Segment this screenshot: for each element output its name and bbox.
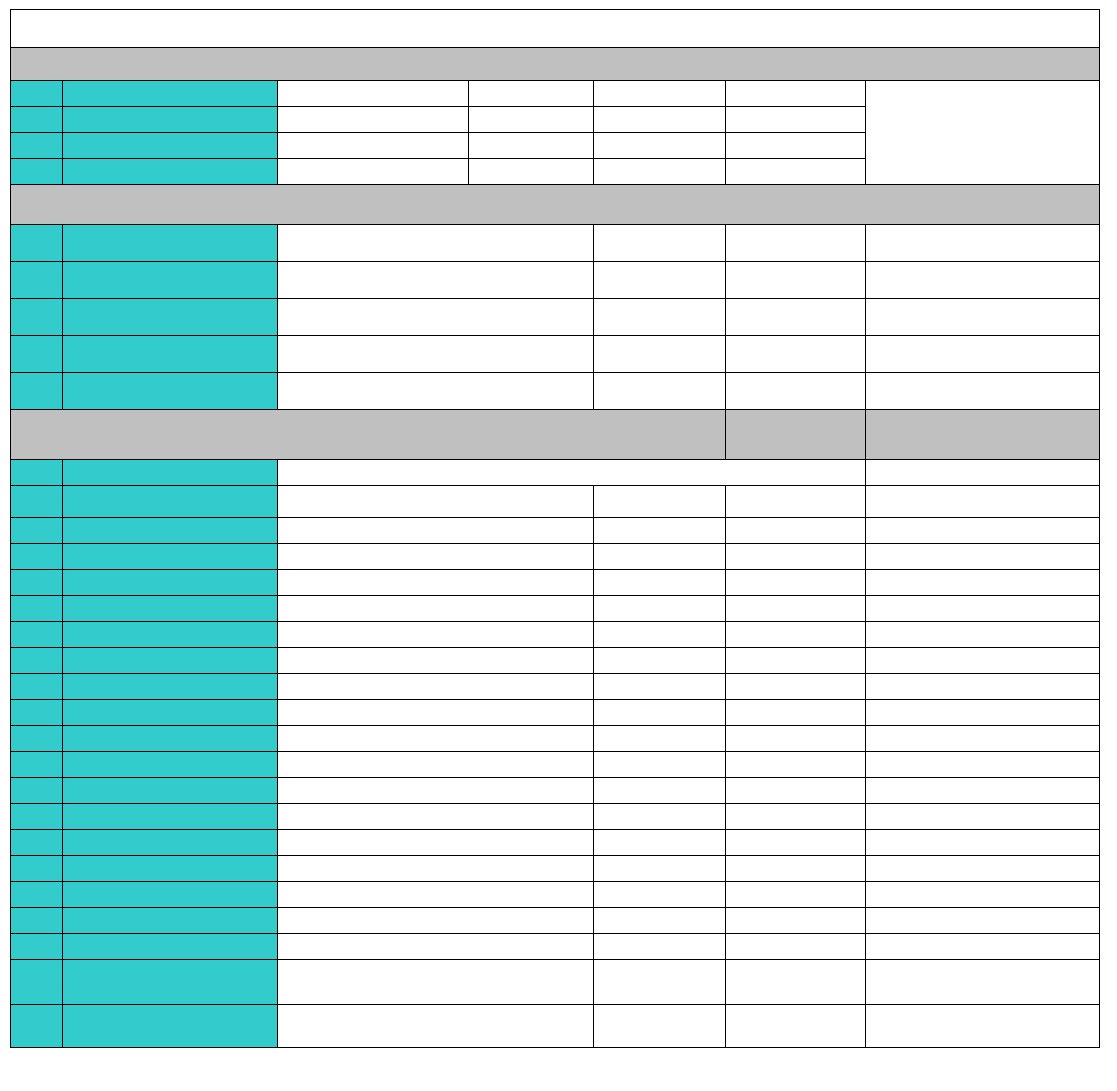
display-row-no bbox=[11, 700, 63, 726]
empty-cell bbox=[594, 486, 726, 518]
empty-cell bbox=[594, 908, 726, 934]
empty-cell bbox=[726, 1005, 866, 1048]
display-row-name bbox=[63, 752, 278, 778]
display-row-value bbox=[278, 460, 866, 486]
empty-cell bbox=[594, 544, 726, 570]
table-row bbox=[11, 804, 1100, 830]
display-row-no bbox=[11, 752, 63, 778]
table-row bbox=[11, 596, 1100, 622]
table-row bbox=[11, 299, 1100, 336]
empty-cell bbox=[866, 726, 1100, 752]
led-row-no bbox=[11, 107, 63, 133]
empty-cell bbox=[726, 299, 866, 336]
display-row-value bbox=[278, 544, 594, 570]
display-row-value bbox=[278, 518, 594, 544]
display-row-value bbox=[278, 726, 594, 752]
empty-cell bbox=[726, 596, 866, 622]
module-row-value bbox=[278, 262, 594, 299]
empty-cell bbox=[594, 960, 726, 1005]
empty-cell bbox=[726, 262, 866, 299]
module-row-name bbox=[63, 225, 278, 262]
empty-cell bbox=[594, 882, 726, 908]
display-row-value bbox=[278, 830, 594, 856]
table-row bbox=[11, 1005, 1100, 1048]
display-row-value bbox=[278, 804, 594, 830]
empty-cell bbox=[594, 225, 726, 262]
display-row-value bbox=[278, 1005, 594, 1048]
empty-cell bbox=[594, 856, 726, 882]
module-row-no bbox=[11, 373, 63, 410]
empty-cell bbox=[866, 674, 1100, 700]
module-row-name bbox=[63, 336, 278, 373]
module-row-no bbox=[11, 262, 63, 299]
empty-cell bbox=[594, 1005, 726, 1048]
empty-cell bbox=[726, 544, 866, 570]
module-row-value bbox=[278, 225, 594, 262]
table-row bbox=[11, 622, 1100, 648]
empty-cell bbox=[726, 373, 866, 410]
display-row-no bbox=[11, 648, 63, 674]
led-header-wavelength bbox=[726, 81, 866, 107]
module-row-value bbox=[278, 336, 594, 373]
empty-cell bbox=[866, 622, 1100, 648]
table-row bbox=[11, 778, 1100, 804]
led-header-color bbox=[63, 81, 278, 107]
empty-cell bbox=[866, 934, 1100, 960]
display-row-value bbox=[278, 934, 594, 960]
empty-cell bbox=[866, 856, 1100, 882]
empty-cell bbox=[726, 726, 866, 752]
module-row-name bbox=[63, 299, 278, 336]
display-row-value bbox=[278, 622, 594, 648]
empty-cell bbox=[866, 460, 1100, 486]
empty-cell bbox=[866, 410, 1100, 460]
empty-cell bbox=[594, 570, 726, 596]
empty-cell bbox=[866, 299, 1100, 336]
empty-cell bbox=[726, 908, 866, 934]
empty-cell bbox=[866, 778, 1100, 804]
led-header-no bbox=[11, 81, 63, 107]
table-row bbox=[11, 570, 1100, 596]
empty-cell bbox=[594, 752, 726, 778]
empty-cell bbox=[594, 648, 726, 674]
table-row bbox=[11, 648, 1100, 674]
display-row-no bbox=[11, 856, 63, 882]
display-row-no bbox=[11, 486, 63, 518]
led-row-no bbox=[11, 133, 63, 159]
empty-cell bbox=[726, 674, 866, 700]
display-row-name bbox=[63, 622, 278, 648]
display-row-value bbox=[278, 908, 594, 934]
display-row-no bbox=[11, 570, 63, 596]
display-row-no bbox=[11, 518, 63, 544]
display-row-name bbox=[63, 596, 278, 622]
led-row-brightness bbox=[469, 107, 594, 133]
table-row bbox=[11, 225, 1100, 262]
display-row-name bbox=[63, 460, 278, 486]
module-row-no bbox=[11, 336, 63, 373]
empty-cell bbox=[594, 622, 726, 648]
display-row-no bbox=[11, 726, 63, 752]
table-row bbox=[11, 934, 1100, 960]
empty-cell bbox=[726, 700, 866, 726]
led-row-brightness bbox=[469, 133, 594, 159]
table-row bbox=[11, 373, 1100, 410]
display-row-name bbox=[63, 934, 278, 960]
display-row-name bbox=[63, 726, 278, 752]
display-row-value bbox=[278, 960, 594, 1005]
display-row-name bbox=[63, 648, 278, 674]
display-row-no bbox=[11, 1005, 63, 1048]
display-row-no bbox=[11, 460, 63, 486]
display-row-no bbox=[11, 882, 63, 908]
display-row-name bbox=[63, 830, 278, 856]
led-row-brightness bbox=[469, 159, 594, 185]
display-row-value bbox=[278, 674, 594, 700]
display-row-value bbox=[278, 596, 594, 622]
led-row-model bbox=[278, 159, 469, 185]
empty-cell bbox=[866, 570, 1100, 596]
display-row-name bbox=[63, 804, 278, 830]
display-row-no bbox=[11, 960, 63, 1005]
display-row-name bbox=[63, 856, 278, 882]
empty-cell bbox=[866, 648, 1100, 674]
led-row-model bbox=[278, 107, 469, 133]
module-row-value bbox=[278, 373, 594, 410]
empty-cell bbox=[594, 830, 726, 856]
empty-cell bbox=[594, 804, 726, 830]
empty-cell bbox=[866, 882, 1100, 908]
led-header-brightness bbox=[469, 81, 594, 107]
empty-cell bbox=[866, 752, 1100, 778]
empty-cell bbox=[866, 373, 1100, 410]
empty-cell bbox=[726, 570, 866, 596]
empty-cell bbox=[726, 934, 866, 960]
module-row-name bbox=[63, 262, 278, 299]
led-header-model bbox=[278, 81, 469, 107]
empty-cell bbox=[726, 960, 866, 1005]
empty-cell bbox=[594, 700, 726, 726]
empty-cell bbox=[594, 262, 726, 299]
empty-cell bbox=[866, 225, 1100, 262]
display-row-value bbox=[278, 486, 594, 518]
table-row bbox=[11, 544, 1100, 570]
display-row-name bbox=[63, 1005, 278, 1048]
empty-cell bbox=[594, 726, 726, 752]
table-row bbox=[11, 908, 1100, 934]
empty-cell bbox=[594, 336, 726, 373]
empty-cell bbox=[726, 518, 866, 544]
empty-cell bbox=[866, 700, 1100, 726]
table-row bbox=[11, 262, 1100, 299]
table-row bbox=[11, 518, 1100, 544]
empty-cell bbox=[594, 674, 726, 700]
display-row-name bbox=[63, 674, 278, 700]
display-row-name bbox=[63, 486, 278, 518]
led-row-wavelength bbox=[726, 133, 866, 159]
led-section-title bbox=[11, 48, 1100, 81]
display-row-name bbox=[63, 908, 278, 934]
module-section-title bbox=[11, 185, 1100, 225]
empty-cell bbox=[726, 336, 866, 373]
led-row-model bbox=[278, 133, 469, 159]
empty-cell bbox=[594, 299, 726, 336]
table-row bbox=[11, 856, 1100, 882]
table-row bbox=[11, 460, 1100, 486]
display-row-name bbox=[63, 570, 278, 596]
display-row-no bbox=[11, 804, 63, 830]
empty-cell bbox=[726, 856, 866, 882]
display-row-name bbox=[63, 700, 278, 726]
empty-cell bbox=[726, 648, 866, 674]
display-row-value bbox=[278, 648, 594, 674]
table-row bbox=[11, 486, 1100, 518]
empty-cell bbox=[866, 830, 1100, 856]
led-row-color bbox=[63, 159, 278, 185]
led-row-no bbox=[11, 159, 63, 185]
empty-cell bbox=[594, 934, 726, 960]
display-row-name bbox=[63, 778, 278, 804]
empty-cell bbox=[866, 908, 1100, 934]
led-header-angle bbox=[594, 81, 726, 107]
empty-cell bbox=[866, 518, 1100, 544]
led-note bbox=[866, 81, 1100, 185]
display-section-title bbox=[11, 410, 726, 460]
table-row bbox=[11, 960, 1100, 1005]
table-row bbox=[11, 674, 1100, 700]
display-row-name bbox=[63, 518, 278, 544]
module-row-name bbox=[63, 373, 278, 410]
empty-cell bbox=[726, 778, 866, 804]
display-row-no bbox=[11, 596, 63, 622]
empty-cell bbox=[866, 596, 1100, 622]
led-row-angle bbox=[594, 133, 726, 159]
empty-cell bbox=[726, 410, 866, 460]
display-row-value bbox=[278, 778, 594, 804]
display-row-name bbox=[63, 882, 278, 908]
led-row-color bbox=[63, 107, 278, 133]
empty-cell bbox=[594, 596, 726, 622]
display-row-value bbox=[278, 570, 594, 596]
empty-cell bbox=[866, 336, 1100, 373]
module-row-no bbox=[11, 299, 63, 336]
spec-table bbox=[10, 9, 1100, 1048]
table-row bbox=[11, 830, 1100, 856]
empty-cell bbox=[726, 882, 866, 908]
display-row-no bbox=[11, 908, 63, 934]
display-row-no bbox=[11, 622, 63, 648]
display-row-value bbox=[278, 856, 594, 882]
display-row-name bbox=[63, 544, 278, 570]
module-row-value bbox=[278, 299, 594, 336]
empty-cell bbox=[866, 960, 1100, 1005]
empty-cell bbox=[726, 752, 866, 778]
empty-cell bbox=[866, 544, 1100, 570]
led-row-wavelength bbox=[726, 107, 866, 133]
display-row-no bbox=[11, 830, 63, 856]
empty-cell bbox=[866, 262, 1100, 299]
module-row-no bbox=[11, 225, 63, 262]
table-row bbox=[11, 700, 1100, 726]
display-row-name bbox=[63, 960, 278, 1005]
led-row-color bbox=[63, 133, 278, 159]
empty-cell bbox=[866, 1005, 1100, 1048]
display-row-value bbox=[278, 700, 594, 726]
empty-cell bbox=[726, 622, 866, 648]
empty-cell bbox=[726, 486, 866, 518]
empty-cell bbox=[866, 804, 1100, 830]
display-row-no bbox=[11, 778, 63, 804]
empty-cell bbox=[594, 373, 726, 410]
empty-cell bbox=[594, 518, 726, 544]
display-row-value bbox=[278, 882, 594, 908]
display-row-no bbox=[11, 544, 63, 570]
empty-cell bbox=[726, 830, 866, 856]
table-row bbox=[11, 336, 1100, 373]
table-row bbox=[11, 882, 1100, 908]
empty-cell bbox=[866, 486, 1100, 518]
display-row-no bbox=[11, 934, 63, 960]
page-title bbox=[11, 10, 1100, 48]
led-row-wavelength bbox=[726, 159, 866, 185]
led-row-angle bbox=[594, 159, 726, 185]
empty-cell bbox=[726, 804, 866, 830]
display-row-value bbox=[278, 752, 594, 778]
led-row-angle bbox=[594, 107, 726, 133]
table-row bbox=[11, 726, 1100, 752]
empty-cell bbox=[594, 778, 726, 804]
table-row bbox=[11, 752, 1100, 778]
empty-cell bbox=[726, 225, 866, 262]
display-row-no bbox=[11, 674, 63, 700]
